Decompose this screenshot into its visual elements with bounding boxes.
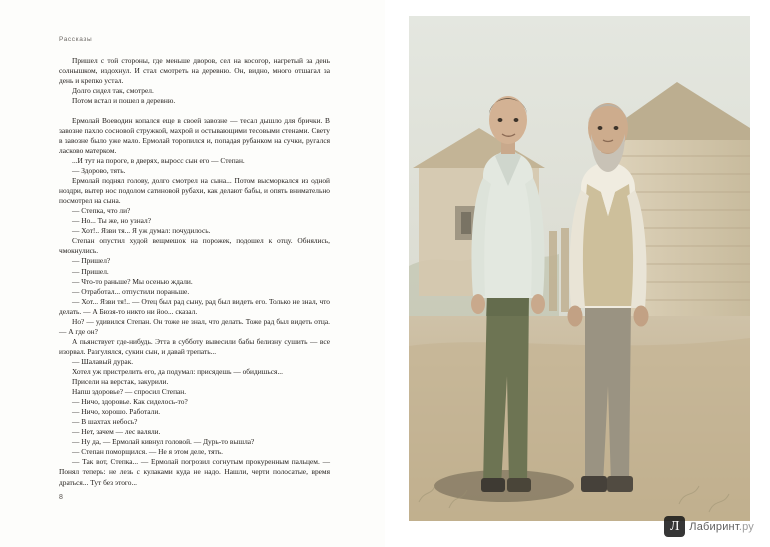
paragraph: Долго сидел так, смотрел. (72, 86, 154, 96)
running-head: Рассказы (59, 36, 93, 43)
paragraph: — Так вот, Степка... — Ермолай погрозил согнутым прокуренным пальцем. — Понял теперь: не лезь с кулаками куда не надо. Нашли, черти полосатые, время драться... Тут без этого... (59, 457, 330, 487)
watermark-badge-icon: Л (664, 516, 685, 537)
paragraph: — Что-то раньше? Мы осенью ждали. (72, 276, 193, 286)
paragraph: — Но... Ты же, но узнал? (72, 216, 151, 226)
watermark-text-accent: .ру (738, 520, 754, 533)
paragraph: А пьянствует где-нибудь. Этта в субботу вывесили бабы белизну сушить — все изорвал. Разгулялся, сукин сын, и давай трепать... (59, 336, 330, 356)
paragraph: — Степан поморщился. — Не я этом деле, тять. (72, 447, 223, 457)
paragraph: — Нет, зачем — лес валяли. (72, 427, 161, 437)
paragraph: — Пришел? (72, 256, 111, 266)
watermark (664, 516, 754, 537)
paragraph: — Шалавый дурак. (72, 356, 134, 366)
paragraph: — Отработал... отпустили пораньше. (72, 286, 190, 296)
paragraph: — В шахтах небось? (72, 417, 138, 427)
watermark-text-main: Лабиринт (689, 520, 739, 533)
paragraph: — Здорово, тять. (72, 166, 126, 176)
paragraph: Присели на верстак, закурили. (72, 377, 169, 387)
illustration-artwork (409, 16, 750, 521)
body-text-column (59, 56, 330, 488)
paragraph: Хотел уж пристрелить его, да подумал: присядешь — обидишься... (72, 367, 283, 376)
paragraph: Потом встал и пошел в деревню. (72, 96, 176, 106)
paragraph: — Хот!.. Язви тя... Я уж думал: почудилось. (72, 226, 211, 236)
paragraph: — Ничо, здоровье. Как сиделось-то? (72, 397, 188, 407)
paragraph: Ермолай Воеводин копался еще в своей завозне — тесал дышло для брички. В завозне пахло сосновой стружкой, махрой и остывающими тесовыми стенами. Свету в завозне было уже мало. Ермолай торопился и, попадая рубанком на сучки, ругался ласково матерком. (59, 115, 330, 155)
illustration (409, 16, 750, 521)
paragraph: — Степка, что ли? (72, 206, 131, 216)
right-page (385, 0, 770, 547)
paragraph: — Ну да, — Ермолай кивнул головой. — Дурь-то вышла? (72, 437, 255, 447)
paragraph: — Хот... Язви тя!.. — Отец был рад сыну, рад был видеть его. Только не знал, что делать. — А Бюзя-то никто ни йоо... сказал. (59, 296, 330, 316)
paragraph: Но? — удивился Степан. Он тоже не знал, что делать. Тоже рад был видеть отца. — А где он? (59, 316, 330, 336)
paragraph: Степан опустил худой вещмешок на порожек, подошел к отцу. Обнялись, чмокнулись. (59, 236, 330, 256)
paragraph: — Ничо, хорошо. Работали. (72, 407, 161, 417)
paragraph: — Пришел. (72, 266, 109, 276)
paragraph: Пришел с той стороны, где меньше дворов, сел на косогор, нагретый за день солнышком, издохнул. И стал смотреть на деревню. Он, видно, много отшагал за день и крепко устал. (59, 56, 330, 86)
page-number: 8 (59, 494, 63, 501)
watermark-text (689, 521, 754, 533)
paragraph: Ермолай поднял голову, долго смотрел на сына... Потом высморкался из одной ноздри, вытер нос подолом сатиновой рубахи, как делают бабы, и опять внимательно посмотрел на сына. (59, 176, 330, 206)
paragraph: Напш здоровье? — спросил Степан. (72, 387, 187, 397)
paragraph: ...И тут на пороге, в дверях, выросс сын его — Степан. (72, 156, 245, 166)
